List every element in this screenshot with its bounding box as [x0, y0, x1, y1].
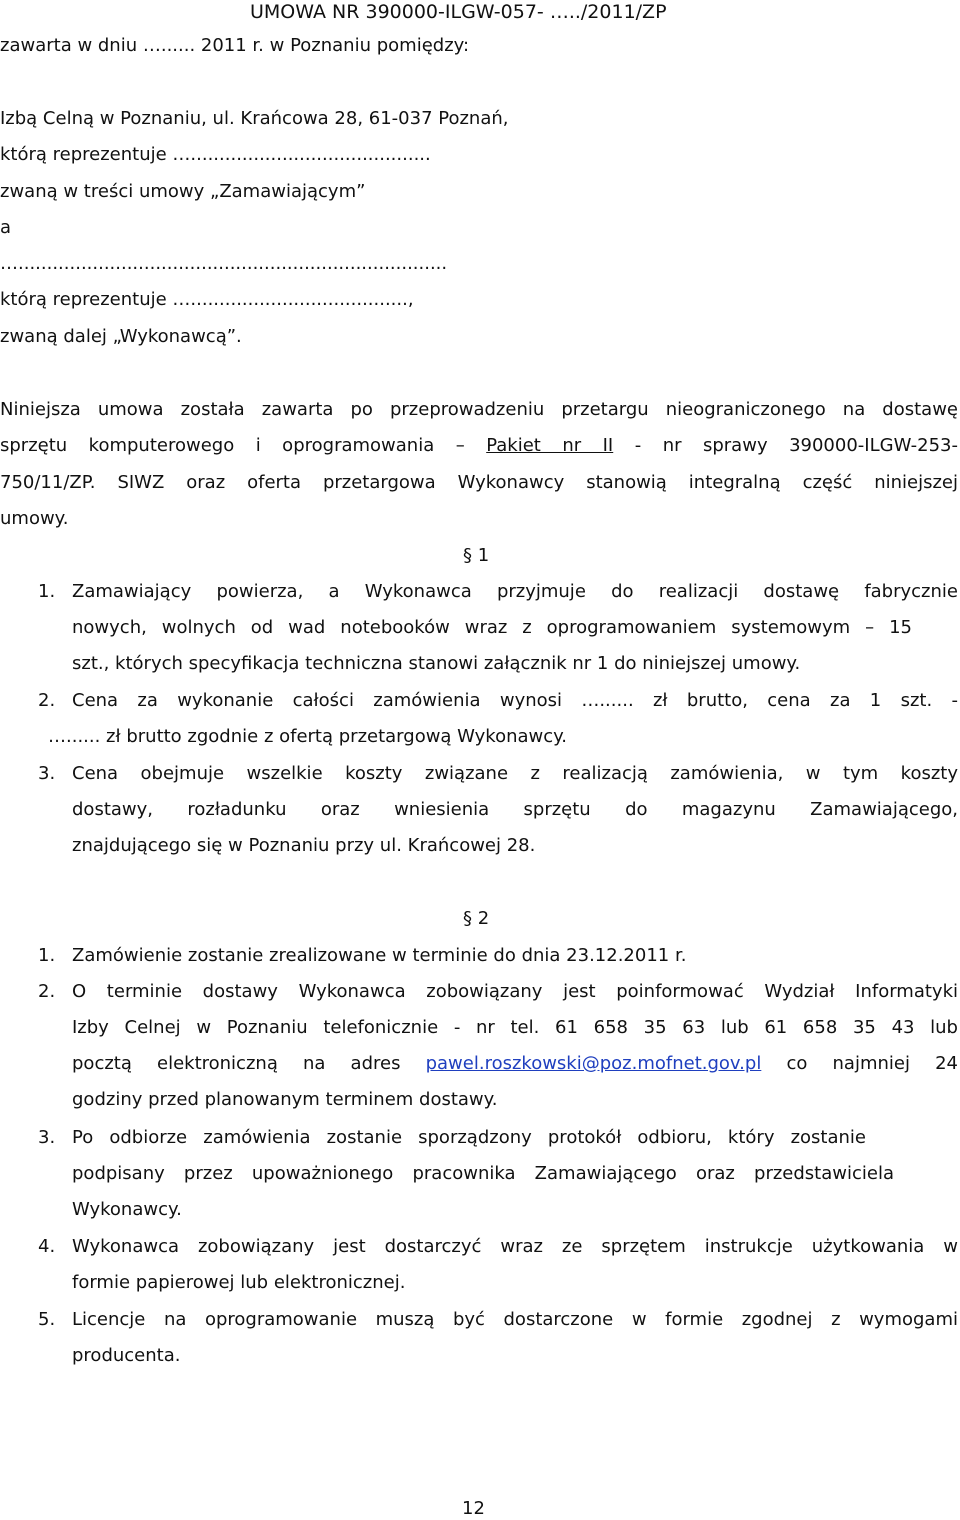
preamble-line: Niniejsza umowa została zawarta po przeprowadzeniu przetargu nieograniczonego na dostawę: [0, 399, 958, 420]
item-line: Cena obejmuje wszelkie koszty związane z realizacją zamówienia, w tym koszty: [72, 763, 958, 784]
intro-line: zawarta w dniu …...... 2011 r. w Poznaniu pomiędzy:: [0, 35, 470, 56]
preamble-line: [0, 428, 958, 464]
item-number: 5.: [38, 1309, 56, 1330]
item-line: formie papierowej lub elektronicznej.: [72, 1272, 406, 1293]
intro-line: którą reprezentuje …......................................,: [0, 289, 414, 310]
package-reference: Pakiet nr II: [486, 435, 614, 456]
item-number: 2.: [38, 690, 56, 711]
section-heading: § 1: [463, 545, 490, 566]
preamble-line: 750/11/ZP. SIWZ oraz oferta przetargowa Wykonawcy stanowią integralną część niniejszej: [0, 472, 958, 493]
item-number: 3.: [38, 763, 56, 784]
preamble-text: - nr sprawy 390000-ILGW-253-: [613, 435, 958, 456]
item-text: [72, 938, 958, 974]
item-line: Po odbiorze zamówienia zostanie sporządzony protokół odbioru, który zostanie: [72, 1127, 866, 1148]
intro-line: Izbą Celną w Poznaniu, ul. Krańcowa 28, 61-037 Poznań,: [0, 108, 509, 129]
item-number: 4.: [38, 1236, 56, 1257]
item-text: [72, 756, 958, 864]
item-line: Wykonawca zobowiązany jest dostarczyć wraz ze sprzętem instrukcje użytkowania w: [72, 1236, 958, 1257]
item-text: [72, 1120, 958, 1228]
item-line: Izby Celnej w Poznaniu telefonicznie - nr tel. 61 658 35 63 lub 61 658 35 43 lub: [72, 1017, 958, 1038]
page-number: 12: [462, 1498, 485, 1519]
item-line: znajdującego się w Poznaniu przy ul. Krańcowej 28.: [72, 835, 536, 856]
item-line: Licencje na oprogramowanie muszą być dostarczone w formie zgodnej z wymogami: [72, 1309, 958, 1330]
item-text-part: co najmniej 24: [761, 1053, 958, 1074]
item-number: 3.: [38, 1127, 56, 1148]
item-line: Wykonawcy.: [72, 1199, 182, 1220]
item-line: Zamówienie zostanie zrealizowane w terminie do dnia 23.12.2011 r.: [72, 945, 687, 966]
preamble-text: sprzętu komputerowego i oprogramowania –: [0, 435, 487, 456]
intro-line: …...........................................................................: [0, 253, 448, 274]
contract-header: UMOWA NR 390000-ILGW-057- …../2011/ZP: [250, 1, 667, 23]
preamble-line: umowy.: [0, 508, 69, 529]
item-line: dostawy, rozładunku oraz wniesienia sprzętu do magazynu Zamawiającego,: [72, 799, 958, 820]
item-text: [72, 1302, 958, 1374]
item-number: 2.: [38, 981, 56, 1002]
item-line: podpisany przez upoważnionego pracownika Zamawiającego oraz przedstawiciela: [72, 1163, 894, 1184]
intro-line: zwaną w treści umowy „Zamawiającym”: [0, 181, 366, 202]
item-line: O terminie dostawy Wykonawca zobowiązany jest poinformować Wydział Informatyki: [72, 981, 958, 1002]
section-heading: § 2: [463, 908, 490, 929]
item-line: Zamawiający powierza, a Wykonawca przyjmuje do realizacji dostawę fabrycznie: [72, 581, 958, 602]
item-text: [72, 974, 958, 1118]
item-text: [72, 1229, 958, 1301]
item-line: nowych, wolnych od wad notebooków wraz z oprogramowaniem systemowym – 15: [72, 617, 912, 638]
item-text-part: pocztą elektroniczną na adres: [72, 1053, 426, 1074]
email-link[interactable]: pawel.roszkowski@poz.mofnet.gov.pl: [425, 1053, 762, 1074]
intro-line: którą reprezentuje …..........................................: [0, 144, 431, 165]
item-number: 1.: [38, 581, 56, 602]
intro-line: zwaną dalej „Wykonawcą”.: [0, 326, 242, 347]
item-number: 1.: [38, 945, 56, 966]
item-line: Cena za wykonanie całości zamówienia wynosi …...... zł brutto, cena za 1 szt. -: [72, 690, 958, 711]
item-line: producenta.: [72, 1345, 181, 1366]
item-line: …...... zł brutto zgodnie z ofertą przetargową Wykonawcy.: [48, 726, 567, 747]
item-text: [48, 683, 958, 755]
intro-line: a: [0, 217, 12, 238]
item-text: [72, 574, 958, 682]
item-line: szt., których specyfikacja techniczna stanowi załącznik nr 1 do niniejszej umowy.: [72, 653, 801, 674]
item-line: godziny przed planowanym terminem dostawy.: [72, 1089, 498, 1110]
item-line: [72, 1046, 958, 1082]
